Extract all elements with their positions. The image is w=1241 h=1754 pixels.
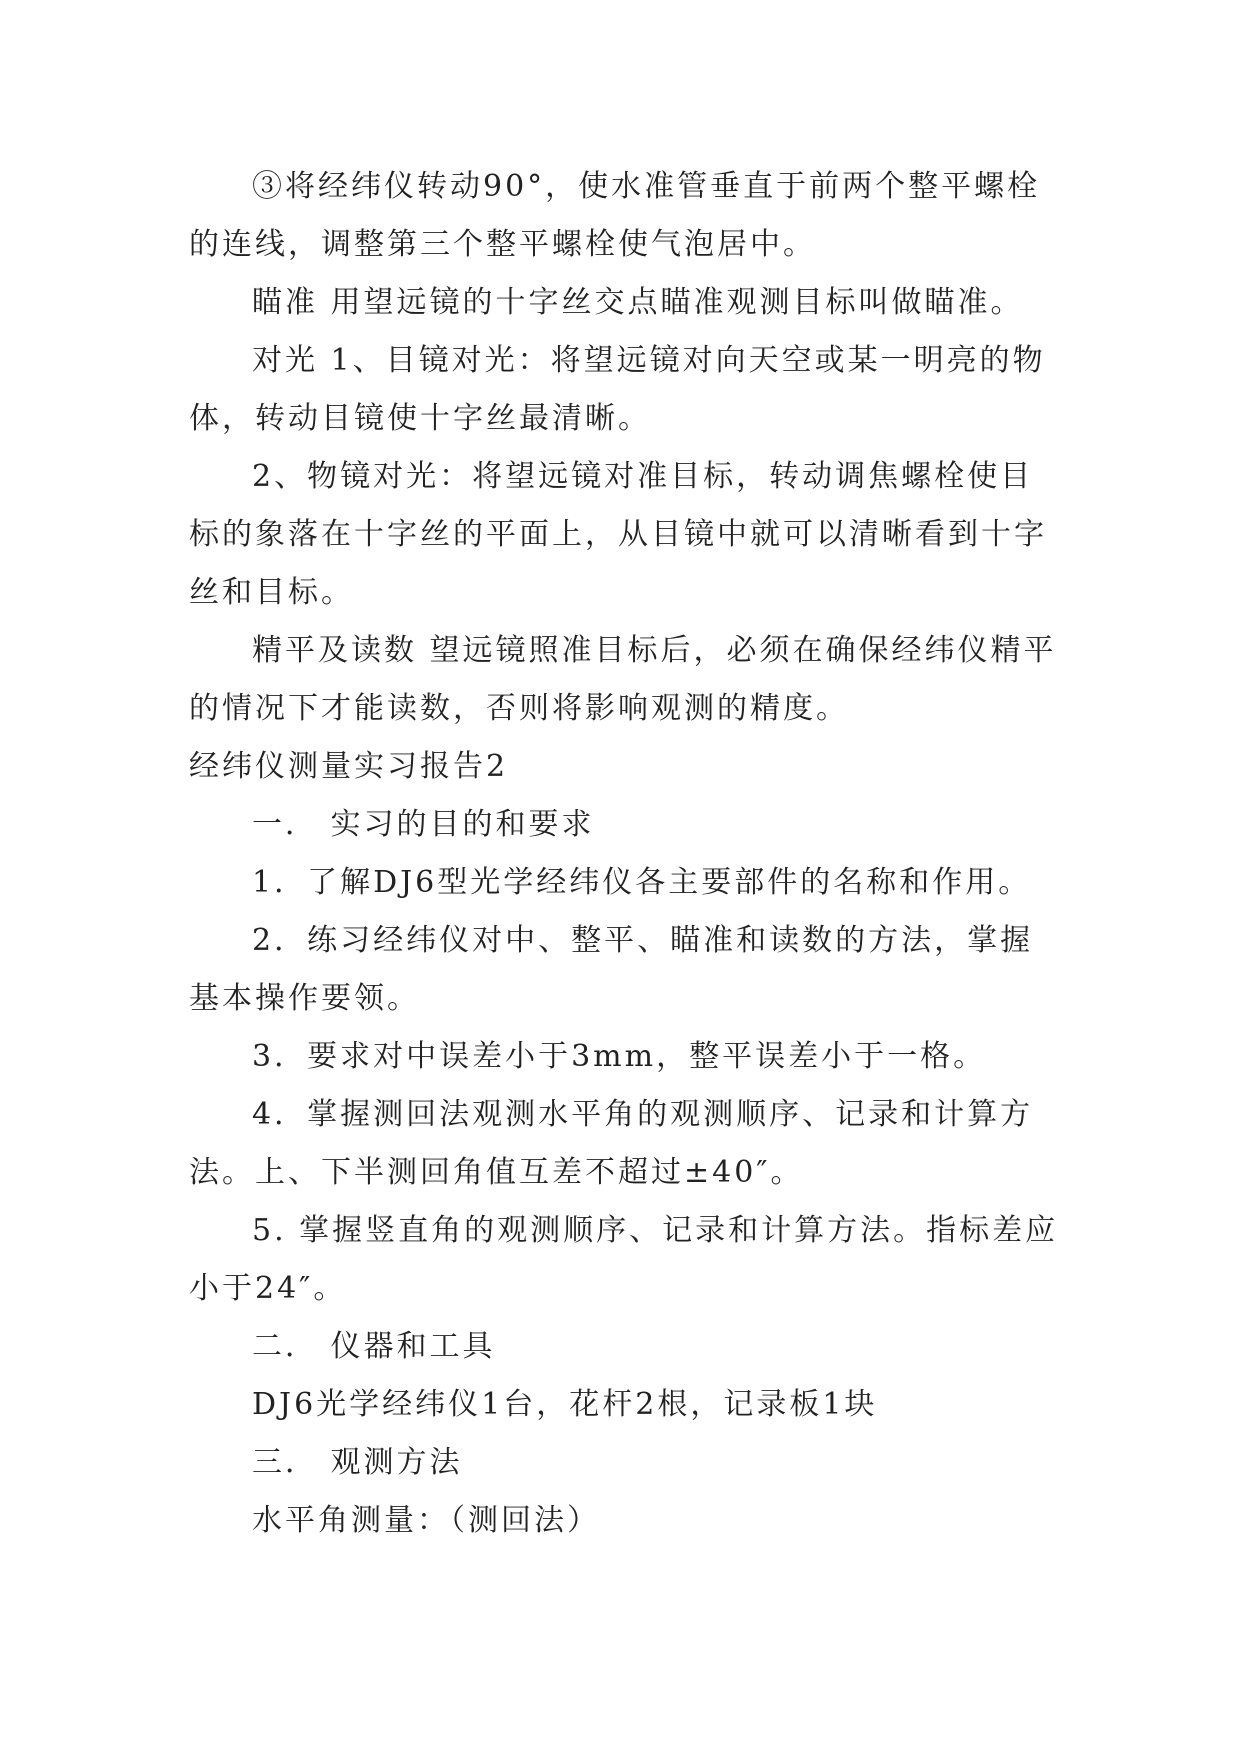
requirement-item-1: 1．了解DJ6型光学经纬仪各主要部件的名称和作用。: [252, 865, 1032, 900]
report-title: 经纬仪测量实习报告2: [189, 749, 509, 784]
paragraph-step3-leveling: ③将经纬仪转动90°，使水准管垂直于前两个整平螺栓的连线，调整第三个整平螺栓使气泡居中。: [189, 169, 1041, 262]
requirement-item-3: 3．要求对中误差小于3mm，整平误差小于一格。: [252, 1039, 987, 1074]
requirement-item-5: 5. 掌握竖直角的观测顺序、记录和计算方法。指标差应小于24″。: [189, 1213, 1059, 1306]
section-heading-method: 三． 观测方法: [252, 1445, 463, 1480]
document-body: [189, 158, 1059, 1550]
paragraph-aiming: 瞄准 用望远镜的十字丝交点瞄准观测目标叫做瞄准。: [252, 285, 1024, 320]
requirement-item-2: 2．练习经纬仪对中、整平、瞄准和读数的方法，掌握基本操作要领。: [189, 923, 1034, 1016]
requirement-item-4: 4．掌握测回法观测水平角的观测顺序、记录和计算方法。上、下半测回角值互差不超过±40″。: [189, 1097, 1034, 1190]
paragraph-eyepiece-focus: 对光 1、目镜对光：将望远镜对向天空或某一明亮的物体，转动目镜使十字丝最清晰。: [189, 343, 1046, 436]
horizontal-angle-method: 水平角测量：（测回法）: [252, 1503, 600, 1538]
paragraph-fine-leveling-reading: 精平及读数 望远镜照准目标后，必须在确保经纬仪精平的情况下才能读数，否则将影响观测的精度。: [189, 633, 1057, 726]
paragraph-objective-focus: 2、物镜对光：将望远镜对准目标，转动调焦螺栓使目标的象落在十字丝的平面上，从目镜中就可以清晰看到十字丝和目标。: [189, 459, 1047, 610]
section-heading-instruments: 二． 仪器和工具: [252, 1329, 496, 1364]
section-heading-purpose: 一． 实习的目的和要求: [252, 807, 595, 842]
instrument-list: DJ6光学经纬仪1台，花杆2根，记录板1块: [252, 1387, 878, 1422]
